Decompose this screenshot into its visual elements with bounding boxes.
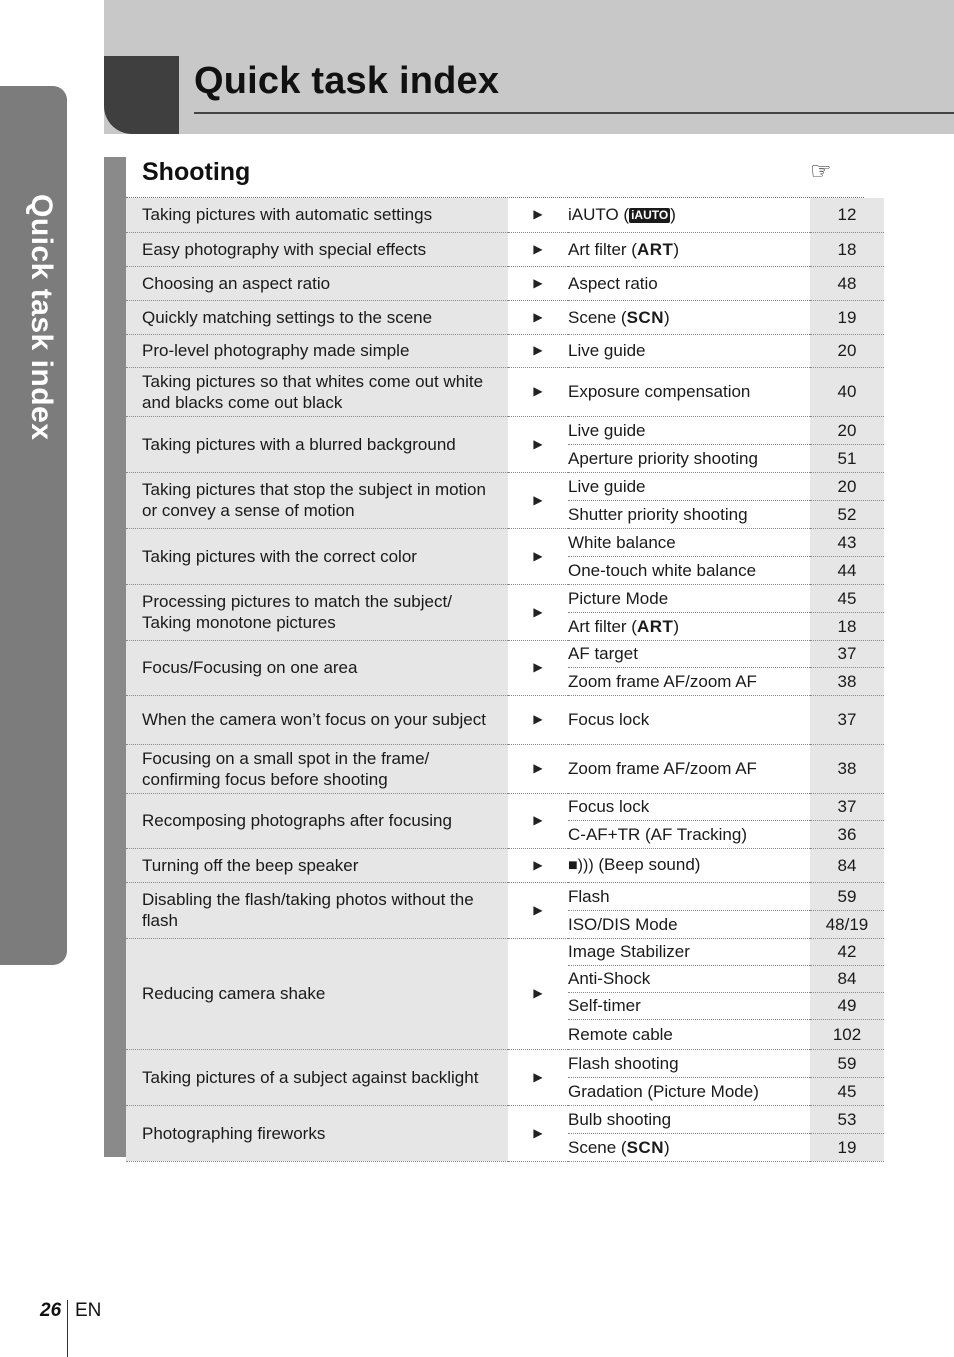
page-reference[interactable]: 37 [810,793,884,820]
side-tab[interactable] [0,86,67,965]
quick-task-table [126,198,884,1162]
arrow-icon: ▶ [508,882,568,938]
header-accent-block [104,56,179,134]
feature-label: Zoom frame AF/zoom AF [568,671,757,691]
arrow-icon: ▶ [508,266,568,300]
table-row [126,584,884,612]
feature-name[interactable] [568,612,810,640]
feature-name[interactable] [568,848,810,882]
feature-name[interactable] [568,992,810,1019]
feature-name[interactable] [568,472,810,500]
page-reference[interactable]: 19 [810,1133,884,1161]
feature-name[interactable] [568,938,810,965]
feature-label: Art filter ( [568,616,637,636]
arrow-icon: ▶ [508,695,568,744]
language-code: EN [75,1300,102,1321]
arrow-icon: ▶ [508,938,568,1049]
arrow-icon: ▶ [508,472,568,528]
feature-label: Shutter priority shooting [568,504,748,524]
page-reference-icon: ☞ [810,158,832,185]
feature-label: AF target [568,644,638,663]
feature-name[interactable] [568,198,810,232]
feature-label: Focus lock [568,797,650,816]
feature-label-suffix: ) [664,1137,670,1157]
task-description: Taking pictures with automatic settings [126,198,508,232]
mode-symbol: SCN [626,307,664,327]
arrow-icon: ▶ [508,367,568,416]
page-reference[interactable]: 44 [810,556,884,584]
page-reference[interactable]: 53 [810,1105,884,1133]
page-reference[interactable]: 36 [810,820,884,848]
task-description: Quickly matching settings to the scene [126,300,508,334]
task-description: Taking pictures with a blurred background [126,416,508,472]
mode-symbol: SCN [626,1137,664,1157]
task-description: Choosing an aspect ratio [126,266,508,300]
table-row [126,882,884,910]
page-reference[interactable]: 20 [810,334,884,367]
feature-name[interactable] [568,232,810,266]
feature-label: ISO/DIS Mode [568,914,678,934]
feature-name[interactable] [568,1077,810,1105]
table-row [126,695,884,744]
task-description: Reducing camera shake [126,938,508,1049]
page-reference[interactable]: 59 [810,882,884,910]
page-reference[interactable]: 48/19 [810,910,884,938]
page-reference[interactable]: 45 [810,1077,884,1105]
feature-label-suffix: ) [664,307,670,327]
feature-label: Live guide [568,476,646,496]
arrow-icon: ▶ [508,528,568,584]
feature-name[interactable] [568,1019,810,1049]
page-reference[interactable]: 59 [810,1049,884,1077]
page-reference[interactable]: 38 [810,744,884,793]
arrow-icon: ▶ [508,848,568,882]
page-reference[interactable]: 48 [810,266,884,300]
feature-name[interactable] [568,367,810,416]
arrow-icon: ▶ [508,198,568,232]
mode-symbol: ART [636,616,674,636]
arrow-icon: ▶ [508,744,568,793]
feature-label: Zoom frame AF/zoom AF [568,759,757,778]
feature-label: Flash [568,886,610,906]
feature-label: Flash shooting [568,1053,679,1073]
page-reference[interactable]: 40 [810,367,884,416]
feature-name[interactable] [568,882,810,910]
feature-label-suffix: (Beep sound) [593,855,701,874]
feature-name[interactable] [568,695,810,744]
table-row [126,300,884,334]
feature-label: Bulb shooting [568,1109,672,1129]
page-reference[interactable]: 42 [810,938,884,965]
feature-label: Live guide [568,420,646,440]
feature-name[interactable] [568,528,810,556]
feature-label: Anti-Shock [568,969,651,988]
task-description: Taking pictures that stop the subject in motion or convey a sense of motion [126,472,508,528]
page-reference[interactable]: 102 [810,1019,884,1049]
page-reference[interactable]: 43 [810,528,884,556]
feature-label-suffix: ) [673,616,680,636]
arrow-icon: ▶ [508,334,568,367]
footer-divider [67,1300,68,1357]
side-tab-label: Quick task index [25,194,58,441]
table-row [126,367,884,416]
feature-name[interactable] [568,744,810,793]
feature-name[interactable] [568,820,810,848]
iauto-mode-icon: iAUTO [631,208,669,223]
feature-label: Art filter ( [568,239,637,259]
table-row [126,416,884,444]
arrow-icon: ▶ [508,416,568,472]
table-row [126,334,884,367]
task-table-body [126,198,884,1161]
table-row [126,938,884,965]
task-description: Pro-level photography made simple [126,334,508,367]
feature-name[interactable] [568,793,810,820]
feature-label: Scene ( [568,1137,627,1157]
task-description: When the camera won’t focus on your subject [126,695,508,744]
page-reference[interactable]: 84 [810,965,884,992]
feature-label: Live guide [568,341,646,360]
task-description: Focusing on a small spot in the frame/ confirming focus before shooting [126,744,508,793]
feature-label: Gradation (Picture Mode) [568,1081,759,1101]
page-reference[interactable]: 12 [810,198,884,232]
feature-label-suffix: ) [673,239,680,259]
page-reference[interactable]: 38 [810,667,884,695]
feature-label: Scene ( [568,307,627,327]
page-reference[interactable]: 52 [810,500,884,528]
feature-name[interactable] [568,667,810,695]
page-reference[interactable]: 84 [810,848,884,882]
table-row [126,640,884,667]
mode-symbol: ART [636,239,674,259]
table-row [126,232,884,266]
table-row [126,793,884,820]
table-row [126,472,884,500]
page-reference[interactable]: 51 [810,444,884,472]
arrow-icon: ▶ [508,1105,568,1161]
section-title: Shooting [142,158,251,186]
task-description: Processing pictures to match the subject/ Taking monotone pictures [126,584,508,640]
table-row [126,1105,884,1133]
page-reference[interactable]: 18 [810,612,884,640]
feature-label: One-touch white balance [568,560,757,580]
task-description: Focus/Focusing on one area [126,640,508,695]
task-description: Recomposing photographs after focusing [126,793,508,848]
feature-name[interactable] [568,416,810,444]
task-description: Photographing fireworks [126,1105,508,1161]
feature-name[interactable] [568,266,810,300]
feature-name[interactable] [568,640,810,667]
arrow-icon: ▶ [508,232,568,266]
feature-label-suffix: ) [670,205,676,225]
arrow-icon: ▶ [508,300,568,334]
table-row [126,266,884,300]
feature-label: Aspect ratio [568,273,658,293]
speaker-icon: ■))) [568,857,594,874]
page-number: 26 [40,1300,62,1321]
page-reference[interactable]: 20 [810,416,884,444]
page-reference[interactable]: 45 [810,584,884,612]
feature-label: iAUTO ( [568,205,630,225]
feature-name[interactable] [568,444,810,472]
feature-label: Self-timer [568,996,641,1015]
page-reference[interactable]: 49 [810,992,884,1019]
table-row [126,848,884,882]
task-description: Taking pictures with the correct color [126,528,508,584]
feature-label: Image Stabilizer [568,942,690,961]
feature-name[interactable] [568,334,810,367]
feature-label: C-AF+TR (AF Tracking) [568,824,747,844]
page-reference[interactable]: 20 [810,472,884,500]
task-description: Taking pictures so that whites come out white and blacks come out black [126,367,508,416]
page-reference[interactable]: 37 [810,695,884,744]
task-description: Easy photography with special effects [126,232,508,266]
feature-label: Remote cable [568,1024,673,1044]
arrow-icon: ▶ [508,1049,568,1105]
feature-name[interactable] [568,556,810,584]
table-row [126,744,884,793]
page-reference[interactable]: 18 [810,232,884,266]
feature-name[interactable] [568,1049,810,1077]
table-row [126,198,884,232]
page-reference[interactable]: 37 [810,640,884,667]
arrow-icon: ▶ [508,793,568,848]
arrow-icon: ▶ [508,584,568,640]
feature-label: Picture Mode [568,588,669,608]
task-description: Taking pictures of a subject against backlight [126,1049,508,1105]
section-bar [104,157,126,1157]
table-row [126,1049,884,1077]
feature-name[interactable] [568,910,810,938]
feature-label: Focus lock [568,710,650,729]
page-title: Quick task index [194,60,500,102]
feature-name[interactable] [568,300,810,334]
task-description: Disabling the flash/taking photos without the flash [126,882,508,938]
feature-name[interactable] [568,1133,810,1161]
task-description: Turning off the beep speaker [126,848,508,882]
feature-label: Exposure compensation [568,382,751,401]
arrow-icon: ▶ [508,640,568,695]
feature-name[interactable] [568,965,810,992]
feature-label: White balance [568,532,676,552]
page-reference[interactable]: 19 [810,300,884,334]
feature-name[interactable] [568,1105,810,1133]
table-row [126,528,884,556]
feature-name[interactable] [568,500,810,528]
title-underline [194,112,954,114]
feature-name[interactable] [568,584,810,612]
feature-label: Aperture priority shooting [568,448,758,468]
